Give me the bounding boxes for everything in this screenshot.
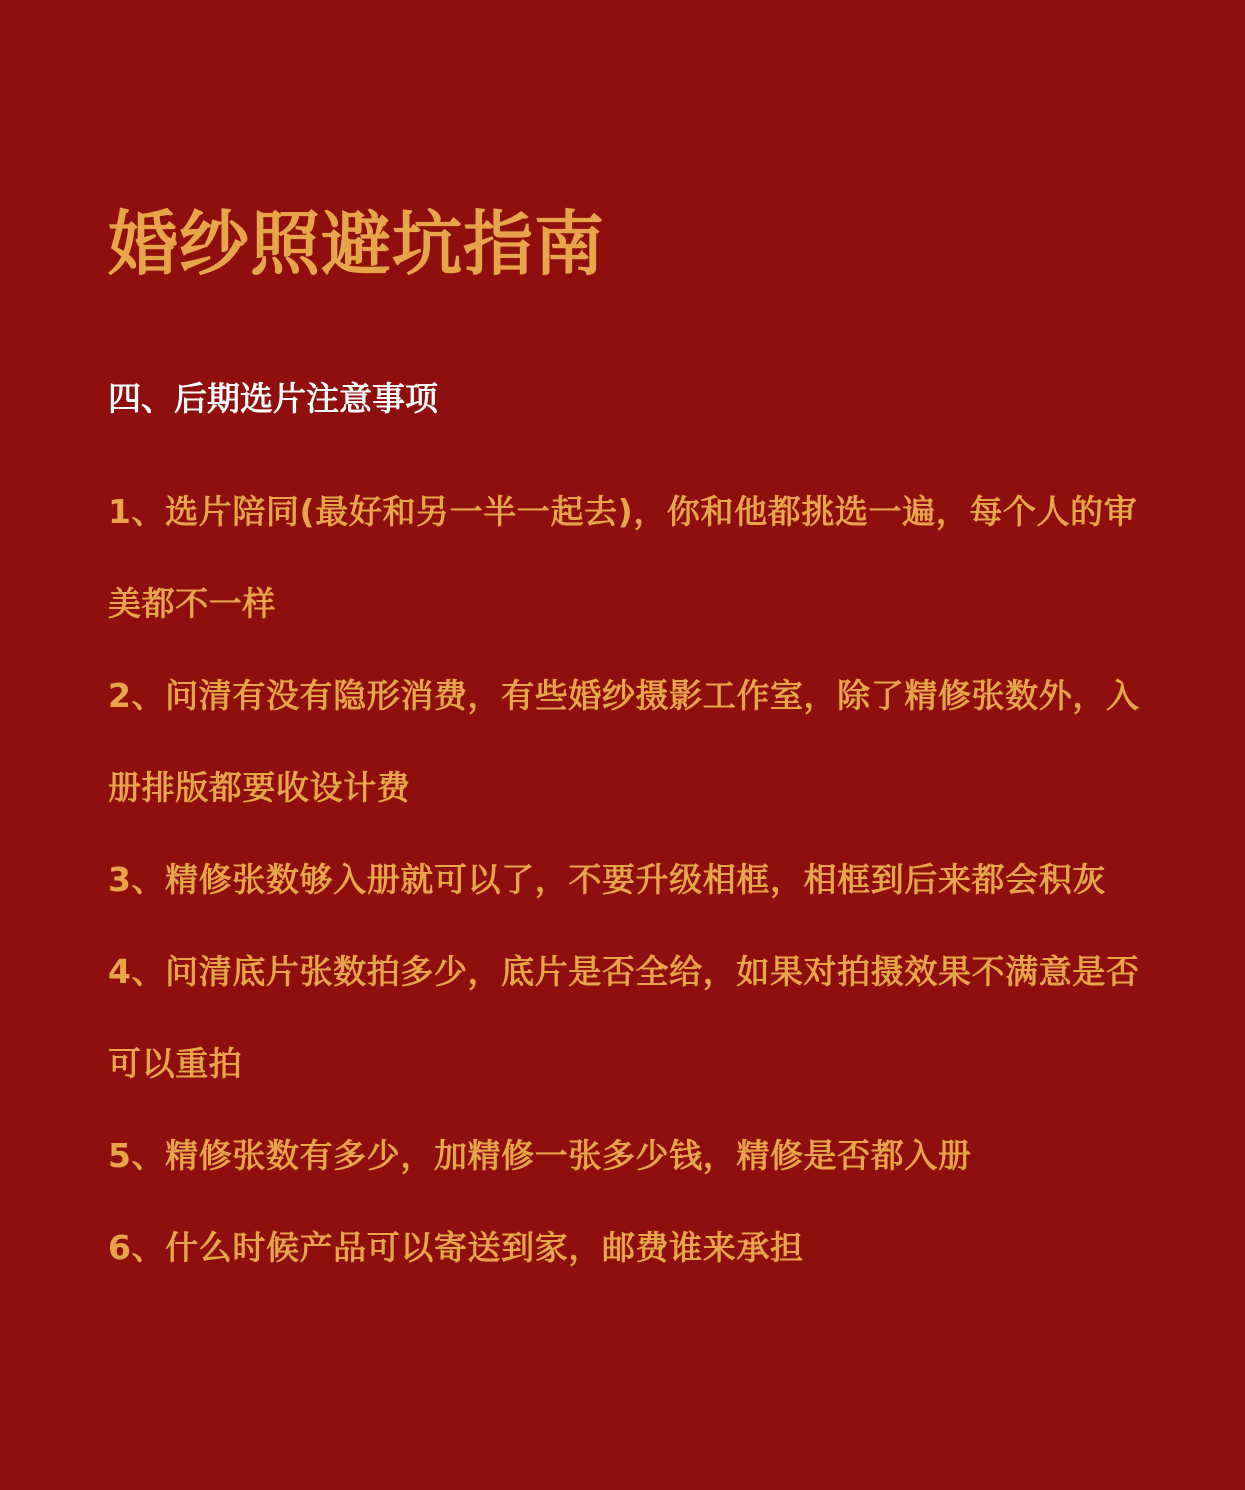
tip-item-6: 6、什么时候产品可以寄送到家，邮费谁来承担 — [108, 1228, 804, 1267]
tip-item-1: 1、选片陪同(最好和另一半一起去)，你和他都挑选一遍，每个人的审美都不一样 — [108, 492, 1138, 623]
section-heading: 四、后期选片注意事项 — [108, 379, 438, 418]
page-title: 婚纱照避坑指南 — [108, 203, 605, 285]
tip-item-2: 2、问清有没有隐形消费，有些婚纱摄影工作室，除了精修张数外，入册排版都要收设计费 — [108, 676, 1140, 807]
tip-item-4: 4、问清底片张数拍多少，底片是否全给，如果对拍摄效果不满意是否可以重拍 — [108, 952, 1140, 1083]
tip-item-3: 3、精修张数够入册就可以了，不要升级相框，相框到后来都会积灰 — [108, 860, 1106, 899]
tip-item-5: 5、精修张数有多少，加精修一张多少钱，精修是否都入册 — [108, 1136, 972, 1175]
tips-list — [108, 466, 1140, 1294]
